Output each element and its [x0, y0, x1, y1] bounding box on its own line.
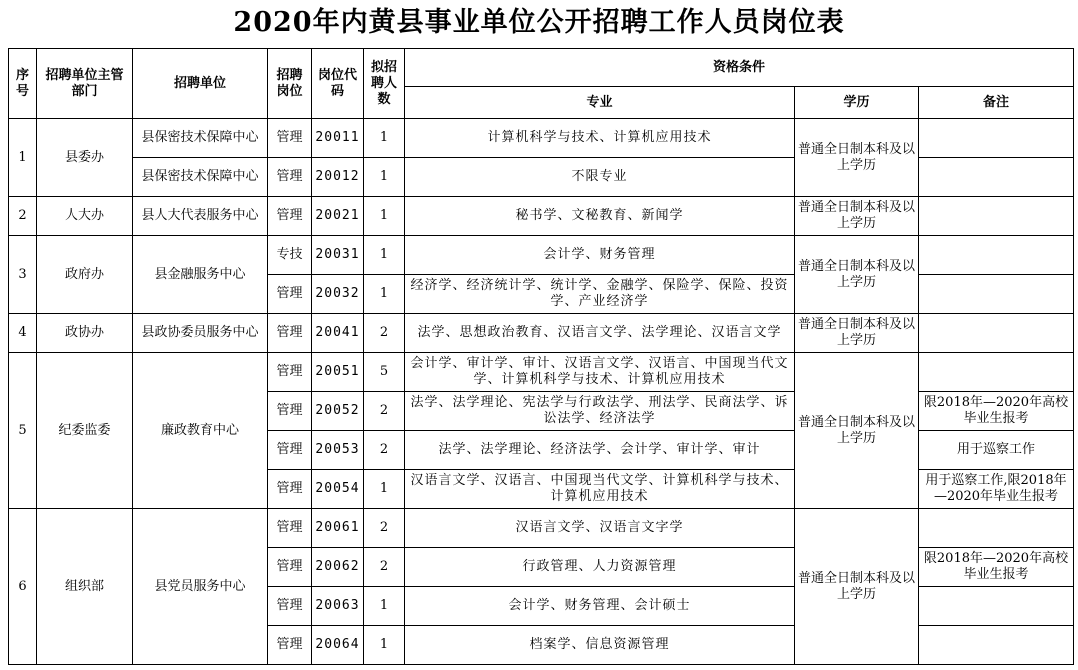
code-cell: 20032 [312, 275, 364, 314]
major-cell: 经济学、经济统计学、统计学、金融学、保险学、保险、投资学、产业经济学 [405, 275, 795, 314]
table-row [9, 197, 1074, 236]
table-row [9, 314, 1074, 353]
education-cell: 普通全日制本科及以上学历 [795, 119, 919, 197]
major-cell: 行政管理、人力资源管理 [405, 548, 795, 587]
major-cell: 不限专业 [405, 158, 795, 197]
dept-cell: 县委办 [37, 119, 133, 197]
post-cell: 管理 [268, 392, 312, 431]
count-cell: 1 [364, 158, 405, 197]
count-cell: 2 [364, 392, 405, 431]
header-dept: 招聘单位主管部门 [37, 49, 133, 119]
dept-cell: 政府办 [37, 236, 133, 314]
major-cell: 会计学、财务管理 [405, 236, 795, 275]
code-cell: 20011 [312, 119, 364, 158]
code-cell: 20063 [312, 587, 364, 626]
recruitment-table [8, 48, 1074, 665]
major-cell: 法学、法学理论、宪法学与行政法学、刑法学、民商法学、诉讼法学、经济法学 [405, 392, 795, 431]
major-cell: 会计学、审计学、审计、汉语言文学、汉语言、中国现当代文学、计算机科学与技术、计算机应用技术 [405, 353, 795, 392]
table-row [9, 119, 1074, 158]
post-cell: 管理 [268, 431, 312, 470]
header-seq: 序号 [9, 49, 37, 119]
note-cell [919, 119, 1074, 158]
post-cell: 专技 [268, 236, 312, 275]
note-cell [919, 314, 1074, 353]
note-cell [919, 626, 1074, 665]
note-cell [919, 236, 1074, 275]
code-cell: 20021 [312, 197, 364, 236]
code-cell: 20053 [312, 431, 364, 470]
count-cell: 2 [364, 431, 405, 470]
note-cell: 限2018年—2020年高校毕业生报考 [919, 548, 1074, 587]
header-unit: 招聘单位 [133, 49, 268, 119]
unit-cell: 县保密技术保障中心 [133, 119, 268, 158]
note-cell: 用于巡察工作 [919, 431, 1074, 470]
seq-cell: 4 [9, 314, 37, 353]
code-cell: 20054 [312, 470, 364, 509]
major-cell: 会计学、财务管理、会计硕士 [405, 587, 795, 626]
note-cell [919, 587, 1074, 626]
education-cell: 普通全日制本科及以上学历 [795, 353, 919, 509]
major-cell: 档案学、信息资源管理 [405, 626, 795, 665]
header-post: 招聘岗位 [268, 49, 312, 119]
post-cell: 管理 [268, 509, 312, 548]
seq-cell: 2 [9, 197, 37, 236]
education-cell: 普通全日制本科及以上学历 [795, 314, 919, 353]
header-major: 专业 [405, 87, 795, 119]
post-cell: 管理 [268, 626, 312, 665]
header-code: 岗位代码 [312, 49, 364, 119]
table-row [9, 236, 1074, 275]
seq-cell: 3 [9, 236, 37, 314]
page-title: 2020年内黄县事业单位公开招聘工作人员岗位表 [233, 7, 845, 38]
note-cell: 限2018年—2020年高校毕业生报考 [919, 392, 1074, 431]
count-cell: 1 [364, 236, 405, 275]
note-cell [919, 275, 1074, 314]
major-cell: 秘书学、文秘教育、新闻学 [405, 197, 795, 236]
note-cell: 用于巡察工作,限2018年—2020年毕业生报考 [919, 470, 1074, 509]
dept-cell: 政协办 [37, 314, 133, 353]
post-cell: 管理 [268, 587, 312, 626]
count-cell: 2 [364, 509, 405, 548]
code-cell: 20012 [312, 158, 364, 197]
unit-cell: 县金融服务中心 [133, 236, 268, 314]
dept-cell: 纪委监委 [37, 353, 133, 509]
count-cell: 1 [364, 197, 405, 236]
post-cell: 管理 [268, 548, 312, 587]
education-cell: 普通全日制本科及以上学历 [795, 236, 919, 314]
unit-cell: 县保密技术保障中心 [133, 158, 268, 197]
note-cell [919, 158, 1074, 197]
count-cell: 1 [364, 587, 405, 626]
seq-cell: 5 [9, 353, 37, 509]
post-cell: 管理 [268, 314, 312, 353]
post-cell: 管理 [268, 158, 312, 197]
count-cell: 5 [364, 353, 405, 392]
code-cell: 20064 [312, 626, 364, 665]
header-count: 拟招聘人数 [364, 49, 405, 119]
note-cell [919, 197, 1074, 236]
seq-cell: 6 [9, 509, 37, 665]
unit-cell: 廉政教育中心 [133, 353, 268, 509]
note-cell [919, 509, 1074, 548]
dept-cell: 人大办 [37, 197, 133, 236]
count-cell: 2 [364, 314, 405, 353]
seq-cell: 1 [9, 119, 37, 197]
code-cell: 20052 [312, 392, 364, 431]
note-cell [919, 353, 1074, 392]
unit-cell: 县人大代表服务中心 [133, 197, 268, 236]
education-cell: 普通全日制本科及以上学历 [795, 197, 919, 236]
major-cell: 汉语言文学、汉语言、中国现当代文学、计算机科学与技术、计算机应用技术 [405, 470, 795, 509]
major-cell: 法学、法学理论、经济法学、会计学、审计学、审计 [405, 431, 795, 470]
header-education: 学历 [795, 87, 919, 119]
table-row [9, 353, 1074, 392]
major-cell: 法学、思想政治教育、汉语言文学、法学理论、汉语言文学 [405, 314, 795, 353]
dept-cell: 组织部 [37, 509, 133, 665]
header-note: 备注 [919, 87, 1074, 119]
code-cell: 20051 [312, 353, 364, 392]
code-cell: 20031 [312, 236, 364, 275]
count-cell: 2 [364, 548, 405, 587]
post-cell: 管理 [268, 119, 312, 158]
major-cell: 计算机科学与技术、计算机应用技术 [405, 119, 795, 158]
header-qualification: 资格条件 [405, 49, 1074, 87]
count-cell: 1 [364, 626, 405, 665]
table-row [9, 509, 1074, 548]
post-cell: 管理 [268, 197, 312, 236]
count-cell: 1 [364, 470, 405, 509]
education-cell: 普通全日制本科及以上学历 [795, 509, 919, 665]
code-cell: 20062 [312, 548, 364, 587]
count-cell: 1 [364, 119, 405, 158]
post-cell: 管理 [268, 353, 312, 392]
count-cell: 1 [364, 275, 405, 314]
post-cell: 管理 [268, 275, 312, 314]
code-cell: 20061 [312, 509, 364, 548]
unit-cell: 县党员服务中心 [133, 509, 268, 665]
code-cell: 20041 [312, 314, 364, 353]
post-cell: 管理 [268, 470, 312, 509]
major-cell: 汉语言文学、汉语言文字学 [405, 509, 795, 548]
unit-cell: 县政协委员服务中心 [133, 314, 268, 353]
